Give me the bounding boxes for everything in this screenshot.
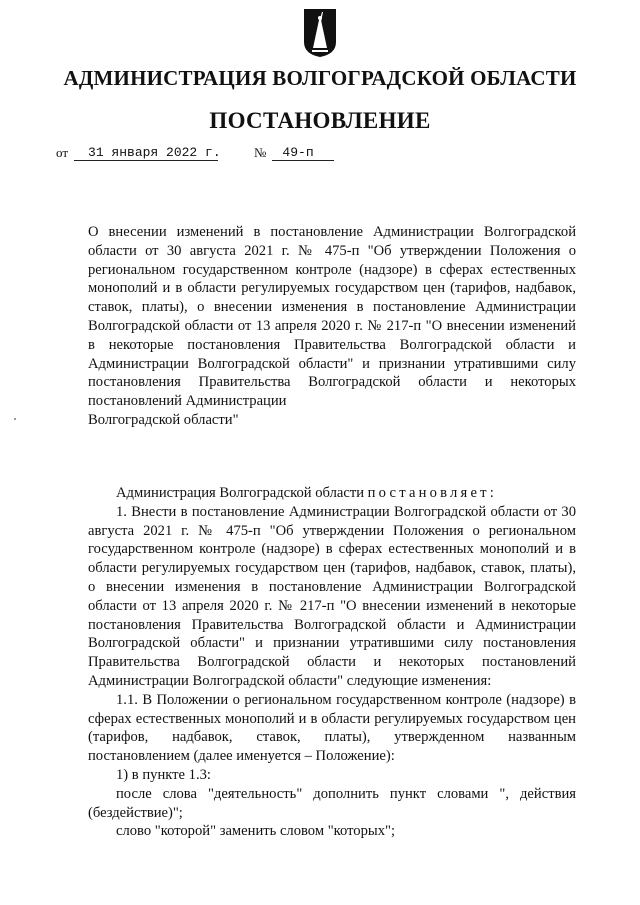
sub-item-1-paragraph: 1) в пункте 1.3: <box>116 766 211 783</box>
item-1-1-paragraph: 1.1. В Положении о региональном государственном контроле (надзоре) в сферах естественных монополий и в области регулируемых государством цен (тарифов, надбавок, ставок, платы), утвержденном названным постановлением (далее именуется – Положение): <box>88 691 576 765</box>
subject-last-line: Волгоградской области" <box>88 411 239 428</box>
subject-text: О внесении изменений в постановление Администрации Волгоградской области от 30 августа 2021 г. № 475-п "Об утверждении Положения о региональном государственном контроле (надзоре) в сферах естественных монополий и в области регулируемых государством цен (тарифов, надбавок, ставок, платы), о внесении изменения в постановление Администрации Волгоградской области от 13 апреля 2020 г. № 217-п "О внесении изменений в некоторые постановления Правительства Волгоградской области и Администрации Волгоградской области" и признании утратившими силу постановления Правительства Волгоградской области и некоторых постановлений Администрации <box>88 224 576 410</box>
change-2-paragraph: слово "которой" заменить словом "которых"; <box>116 823 396 840</box>
volgograd-coat-of-arms-icon <box>303 8 337 58</box>
decree-body <box>88 484 576 841</box>
date-prefix: от <box>56 145 69 160</box>
organization-title: АДМИНИСТРАЦИЯ ВОЛГОГРАДСКОЙ ОБЛАСТИ <box>63 66 577 90</box>
decree-date-number-line <box>56 145 334 161</box>
decree-word: постановляет: <box>367 485 497 501</box>
decree-intro: Администрация Волгоградской области <box>116 485 365 501</box>
decree-date: 31 января 2022 г. <box>74 145 218 161</box>
number-prefix: № <box>254 145 267 160</box>
decree-intro-paragraph <box>88 484 576 503</box>
scan-speck <box>14 418 16 420</box>
change-1-paragraph: после слова "деятельность" дополнить пункт словами ", действия (бездействие)"; <box>88 785 576 821</box>
decree-number: 49-п <box>272 145 334 161</box>
document-type-title: ПОСТАНОВЛЕНИЕ <box>209 108 431 133</box>
decree-subject <box>88 223 576 430</box>
item-1-paragraph: 1. Внести в постановление Администрации Волгоградской области от 30 августа 2021 г. № 475-п "Об утверждении Положения о региональном государственном контроле (надзоре) в сферах естественных монополий и в области регулируемых государством цен (тарифов, надбавок, ставок, платы), о внесении изменения в постановление Администрации Волгоградской области от 13 апреля 2020 г. № 217-п "О внесении изменений в некоторые постановления Правительства Волгоградской области и Администрации Волгоградской области" и признании утратившими силу постановления Правительства Волгоградской области и некоторых постановлений Администрации Волгоградской области" следующие изменения: <box>88 503 576 689</box>
